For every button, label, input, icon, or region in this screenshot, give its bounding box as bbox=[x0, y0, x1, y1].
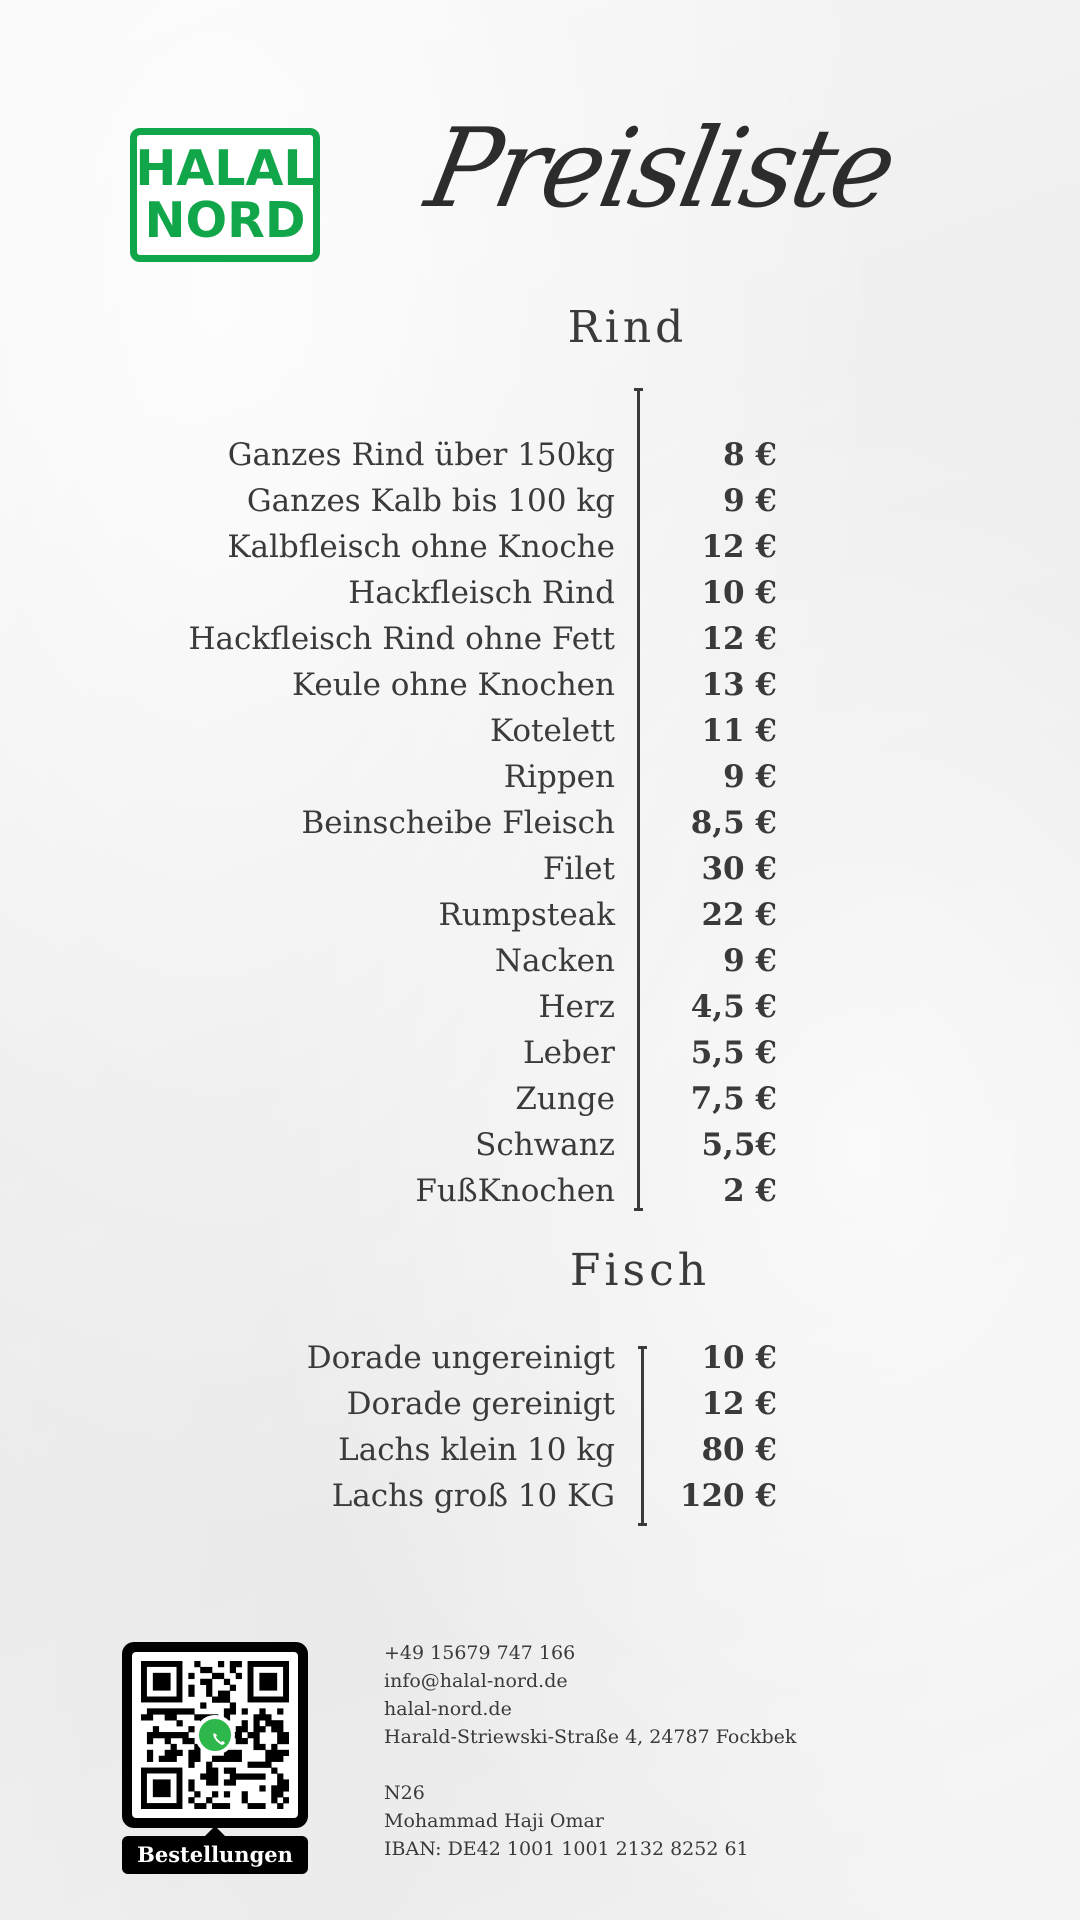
logo-line-1: HALAL bbox=[135, 140, 315, 197]
orders-label: Bestellungen bbox=[122, 1836, 308, 1874]
item-price: 10 € bbox=[701, 1340, 777, 1376]
order-qr-code[interactable] bbox=[122, 1642, 308, 1828]
item-name: Hackfleisch Rind ohne Fett bbox=[188, 621, 615, 657]
price-row bbox=[0, 662, 1080, 708]
price-row bbox=[0, 754, 1080, 800]
item-price: 8 € bbox=[723, 437, 777, 473]
whatsapp-icon bbox=[195, 1715, 235, 1755]
item-price: 120 € bbox=[679, 1478, 777, 1514]
price-row bbox=[0, 1427, 1080, 1473]
item-price: 11 € bbox=[701, 713, 777, 749]
price-row bbox=[0, 432, 1080, 478]
item-name: Nacken bbox=[494, 943, 615, 979]
phone-number[interactable]: +49 15679 747 166 bbox=[384, 1642, 576, 1664]
item-name: Leber bbox=[523, 1035, 615, 1071]
section-heading-rind: Rind bbox=[567, 302, 688, 353]
item-price: 7,5 € bbox=[690, 1081, 777, 1117]
item-name: Filet bbox=[542, 851, 615, 887]
fisch-price-list bbox=[0, 1335, 1080, 1519]
website-link[interactable]: halal-nord.de bbox=[384, 1698, 512, 1720]
item-price: 12 € bbox=[701, 1386, 777, 1422]
item-price: 12 € bbox=[701, 529, 777, 565]
bank-name: N26 bbox=[384, 1782, 425, 1804]
postal-address: Harald-Striewski-Straße 4, 24787 Fockbek bbox=[384, 1726, 797, 1748]
price-row bbox=[0, 846, 1080, 892]
item-price: 80 € bbox=[701, 1432, 777, 1468]
contact-info bbox=[384, 1639, 796, 1863]
contact-spacer bbox=[384, 1751, 796, 1779]
item-price: 30 € bbox=[701, 851, 777, 887]
price-row bbox=[0, 1030, 1080, 1076]
price-row bbox=[0, 478, 1080, 524]
item-price: 9 € bbox=[723, 943, 777, 979]
item-name: Rippen bbox=[503, 759, 615, 795]
price-row bbox=[0, 1076, 1080, 1122]
price-row bbox=[0, 1381, 1080, 1427]
email-address[interactable]: info@halal-nord.de bbox=[384, 1670, 568, 1692]
item-name: Hackfleisch Rind bbox=[348, 575, 615, 611]
logo-line-2: NORD bbox=[144, 192, 306, 249]
item-price: 8,5 € bbox=[690, 805, 777, 841]
item-name: Keule ohne Knochen bbox=[292, 667, 615, 703]
price-row bbox=[0, 524, 1080, 570]
item-price: 10 € bbox=[701, 575, 777, 611]
item-name: Ganzes Rind über 150kg bbox=[227, 437, 615, 473]
item-price: 4,5 € bbox=[690, 989, 777, 1025]
item-name: FußKnochen bbox=[415, 1173, 615, 1209]
item-price: 12 € bbox=[701, 621, 777, 657]
item-price: 2 € bbox=[723, 1173, 777, 1209]
item-price: 5,5€ bbox=[701, 1127, 777, 1163]
item-name: Rumpsteak bbox=[438, 897, 615, 933]
item-price: 9 € bbox=[723, 759, 777, 795]
item-name: Lachs groß 10 KG bbox=[331, 1478, 615, 1514]
item-name: Ganzes Kalb bis 100 kg bbox=[246, 483, 615, 519]
price-row bbox=[0, 800, 1080, 846]
section-heading-fisch: Fisch bbox=[569, 1245, 711, 1296]
price-row bbox=[0, 616, 1080, 662]
account-holder: Mohammad Haji Omar bbox=[384, 1810, 604, 1832]
item-name: Dorade ungereinigt bbox=[306, 1340, 615, 1376]
price-row bbox=[0, 1168, 1080, 1214]
item-name: Kalbfleisch ohne Knoche bbox=[227, 529, 615, 565]
item-price: 13 € bbox=[701, 667, 777, 703]
price-row bbox=[0, 570, 1080, 616]
price-row bbox=[0, 1122, 1080, 1168]
item-name: Kotelett bbox=[490, 713, 615, 749]
item-price: 22 € bbox=[701, 897, 777, 933]
halal-nord-logo bbox=[130, 128, 320, 262]
item-name: Dorade gereinigt bbox=[346, 1386, 615, 1422]
rind-price-list bbox=[0, 432, 1080, 1214]
iban: IBAN: DE42 1001 1001 2132 8252 61 bbox=[384, 1838, 749, 1860]
price-row bbox=[0, 892, 1080, 938]
price-row bbox=[0, 708, 1080, 754]
price-row bbox=[0, 938, 1080, 984]
item-name: Herz bbox=[538, 989, 615, 1025]
item-name: Zunge bbox=[515, 1081, 615, 1117]
page-title: Preisliste bbox=[417, 103, 905, 233]
item-name: Lachs klein 10 kg bbox=[338, 1432, 615, 1468]
qr-code-image bbox=[132, 1652, 298, 1818]
qr-label-pointer bbox=[205, 1826, 225, 1836]
item-price: 9 € bbox=[723, 483, 777, 519]
item-price: 5,5 € bbox=[690, 1035, 777, 1071]
price-row bbox=[0, 1335, 1080, 1381]
item-name: Beinscheibe Fleisch bbox=[301, 805, 615, 841]
price-row bbox=[0, 1473, 1080, 1519]
item-name: Schwanz bbox=[475, 1127, 615, 1163]
price-row bbox=[0, 984, 1080, 1030]
